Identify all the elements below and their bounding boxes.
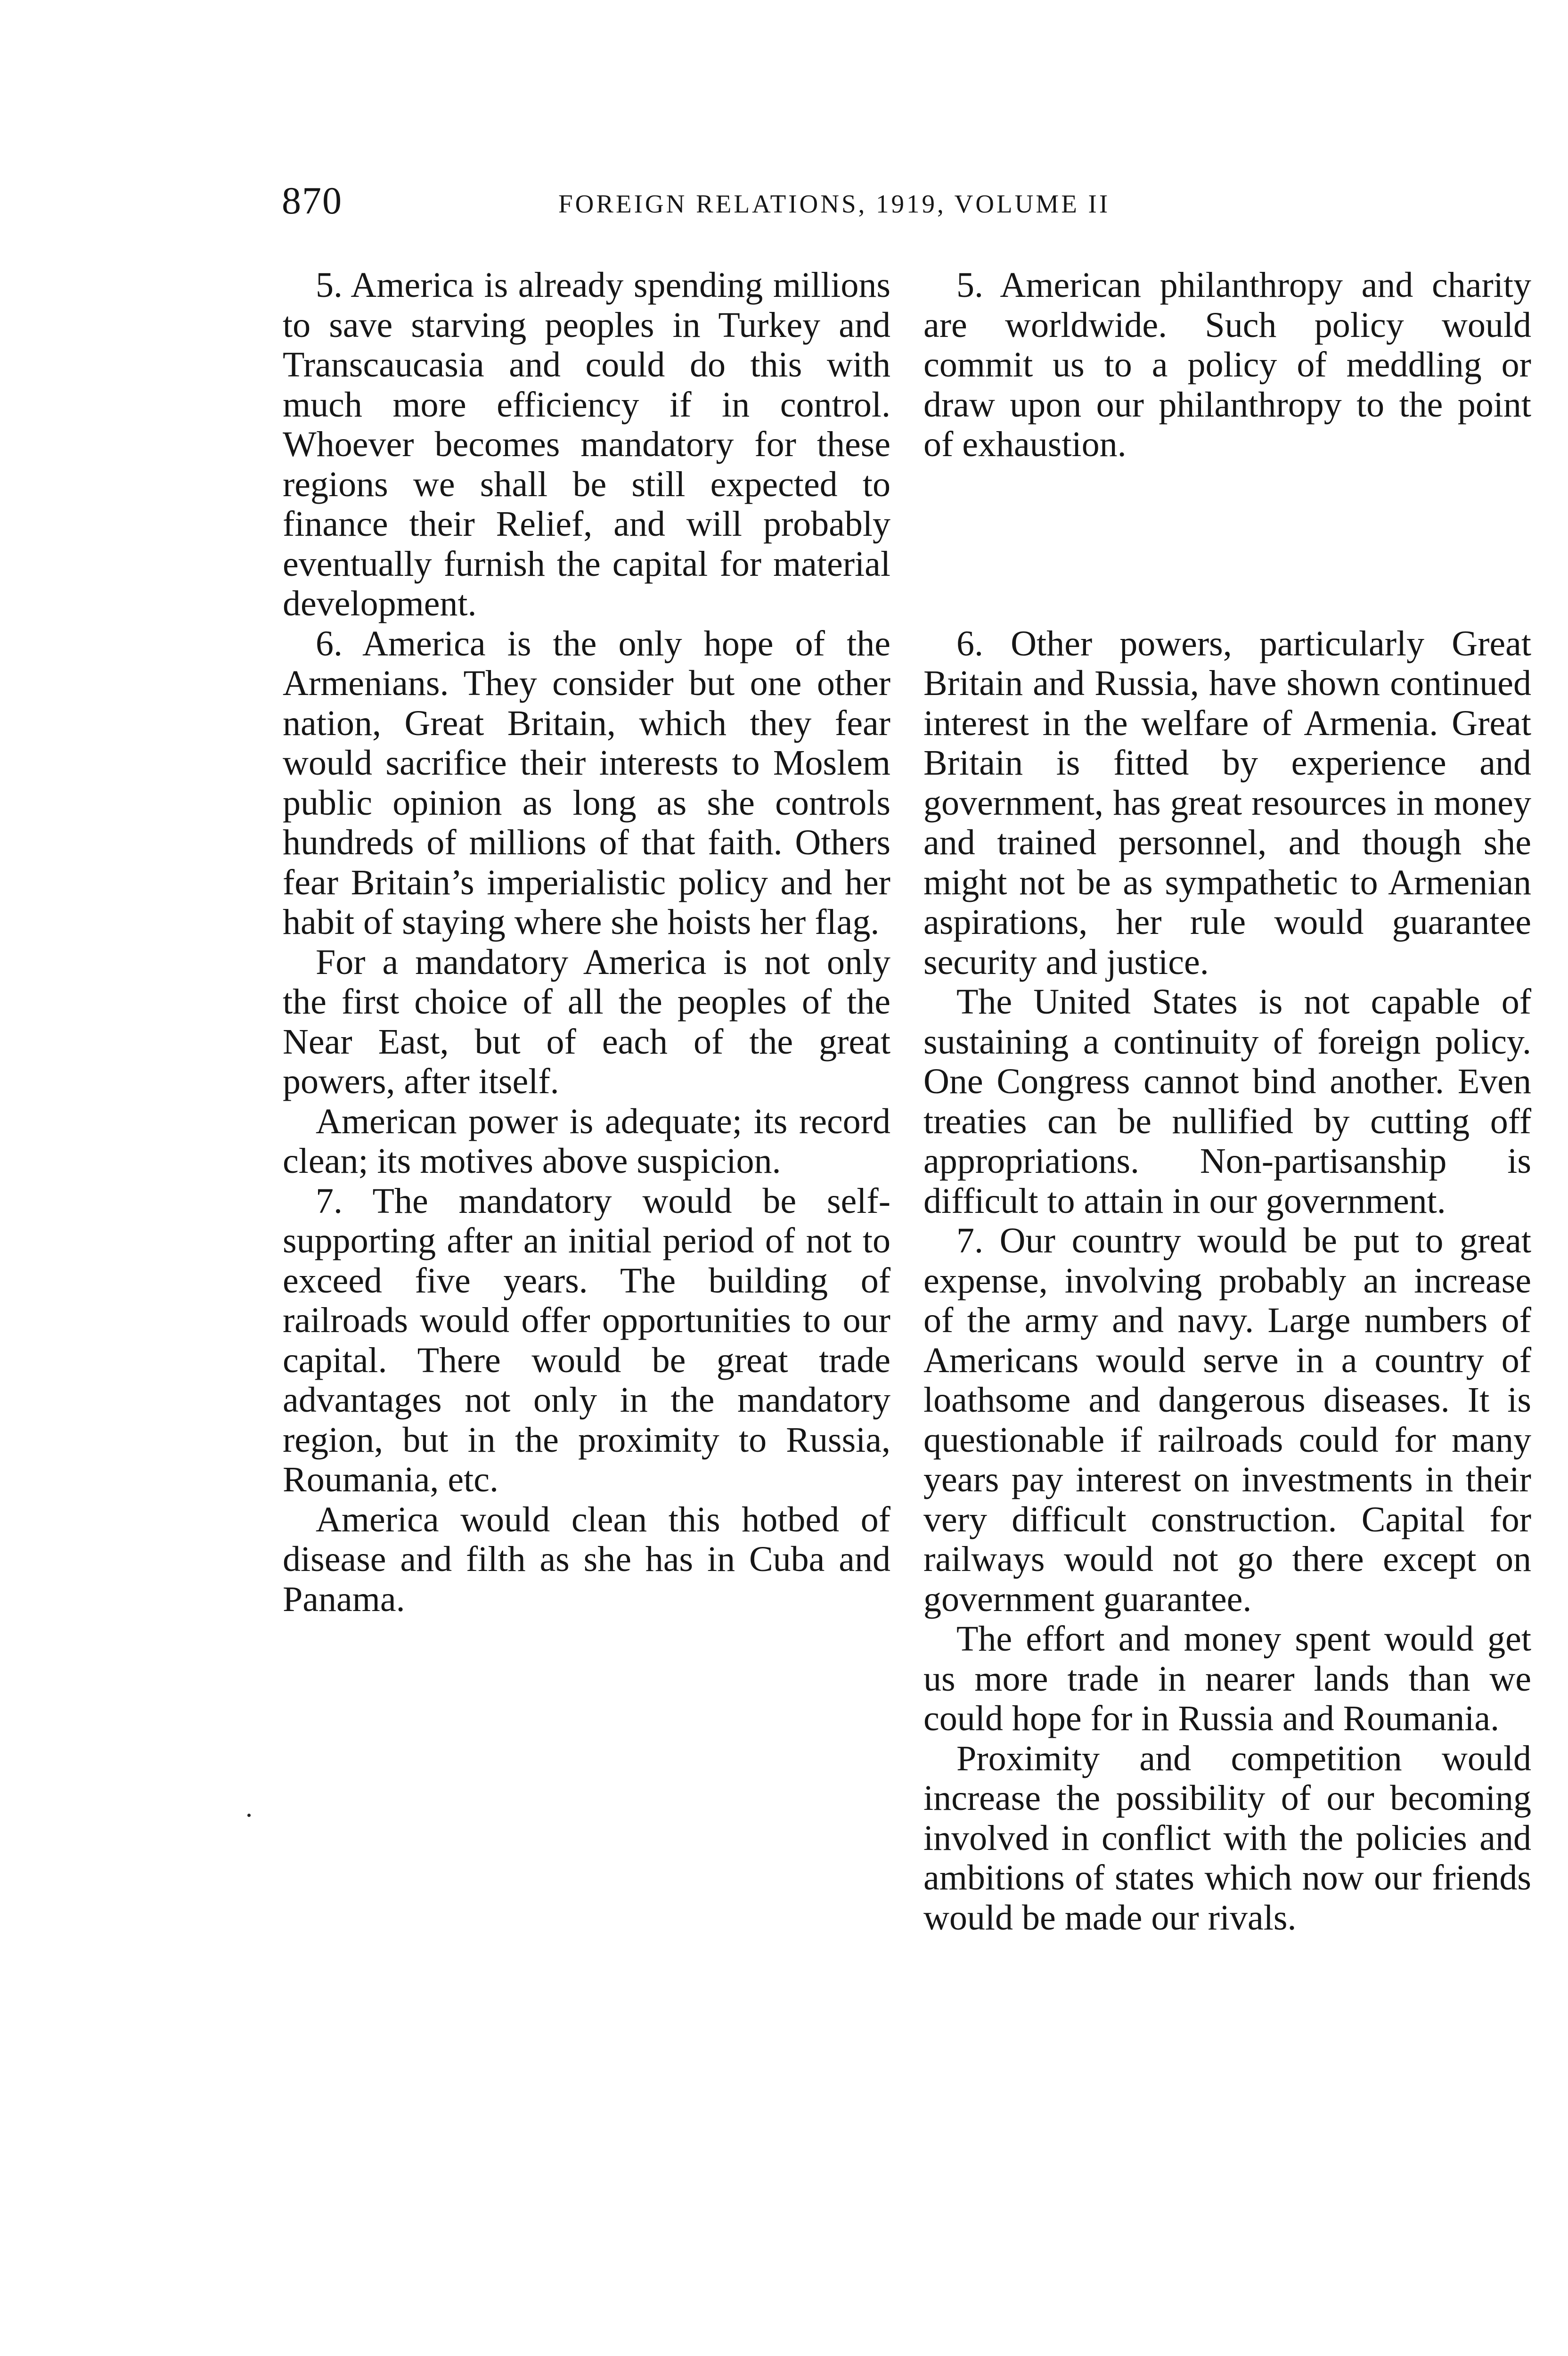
left-paragraph-5-spending: 5. America is already spending millions to save starving peoples in Turkey and Transcaucasia and could do this with much more efficiency if in control. Whoever becomes mandatory for these regions we shall be still expected to finance their Relief, and will probably eventually furnish the capital for material development.: [283, 265, 890, 623]
right-column-alignment-space: [923, 504, 1531, 544]
right-paragraph-5-philanthropy: 5. American philanthropy and charity are worldwide. Such policy would commit us to a policy of meddling or draw upon our philanthropy to the point of exhaustion.: [923, 265, 1531, 464]
right-paragraph-trade: The effort and money spent would get us more trade in nearer lands than we could hope for in Russia and Roumania.: [923, 1619, 1531, 1738]
left-paragraph-mandatory-choice: For a mandatory America is not only the first choice of all the peoples of the Near East, but of each of the great powers, after itself.: [283, 942, 890, 1101]
right-paragraph-7-expense: 7. Our country would be put to great expense, involving probably an increase of the army and navy. Large numbers of Americans would serve in a country of loathsome and dangerous diseases. It is questionable if railroads could for many years pay interest on investments in their very difficult construction. Capital for railways would not go there except on government guarantee.: [923, 1221, 1531, 1619]
page-number: 870: [282, 179, 343, 222]
stray-print-mark: [247, 1814, 251, 1817]
left-paragraph-6-armenians: 6. America is the only hope of the Armenians. They consider but one other nation, Great Britain, which they fear would sacrifice their interests to Moslem public opinion as long as she controls hundreds of millions of that faith. Others fear Britain’s imperialistic policy and her habit of staying where she hoists her flag.: [283, 623, 890, 942]
running-head: FOREIGN RELATIONS, 1919, VOLUME II: [558, 189, 1111, 218]
left-column-arguments-for: [283, 265, 890, 1619]
right-paragraph-proximity: Proximity and competition would increase the possibility of our becoming involved in conflict with the policies and ambitions of states which now our friends would be made our rivals.: [923, 1738, 1531, 1938]
right-paragraph-6-other-powers: 6. Other powers, particularly Great Britain and Russia, have shown continued interest in the welfare of Armenia. Great Britain is fitted by experience and government, has great resources in money and trained personnel, and though she might not be as sympathetic to Armenian aspirations, her rule would guarantee security and justice.: [923, 623, 1531, 982]
right-column-alignment-space: [923, 544, 1531, 584]
right-paragraph-foreign-policy: The United States is not capable of sustaining a continuity of foreign policy. One Congress cannot bind another. Even treaties can be nullified by cutting off appropriations. Non-partisanship is difficult to attain in our government.: [923, 982, 1531, 1221]
right-column-arguments-against: [923, 265, 1531, 1938]
left-paragraph-7-self-supporting: 7. The mandatory would be self-supporting after an initial period of not to exceed five years. The building of railroads would offer opportunities to our capital. There would be great trade advantages not only in the mandatory region, but in the proximity to Russia, Roumania, etc.: [283, 1181, 890, 1499]
left-paragraph-american-power: American power is adequate; its record clean; its motives above suspicion.: [283, 1101, 890, 1181]
right-column-alignment-space: [923, 584, 1531, 624]
right-column-alignment-space: [923, 465, 1531, 505]
left-paragraph-clean-hotbed: America would clean this hotbed of disease and filth as she has in Cuba and Panama.: [283, 1499, 890, 1619]
